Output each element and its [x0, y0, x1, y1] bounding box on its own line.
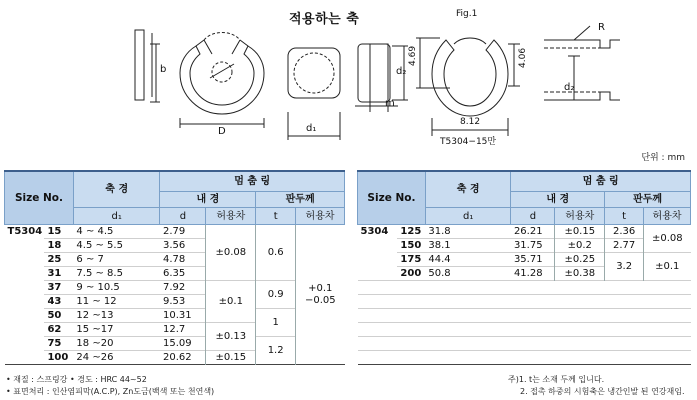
ring-side-view	[135, 30, 144, 100]
header-size-no: Size No.	[358, 171, 426, 225]
series-cell: 5304	[358, 225, 398, 281]
page-title: 적용하는 축	[289, 12, 360, 27]
d-cell: 15.09	[160, 337, 206, 351]
t-cell: 0.9	[256, 281, 296, 309]
table-row-empty	[358, 323, 691, 337]
part-label: T5304−15만	[440, 137, 497, 147]
tol-cell: ±0.38	[555, 267, 605, 281]
dim-d1: d₁	[306, 123, 317, 134]
d1-cell: 15 ~17	[73, 323, 160, 337]
d-cell: 41.28	[511, 267, 555, 281]
header-shaft: 축 경	[73, 171, 160, 208]
d-cell: 12.7	[160, 323, 206, 337]
size-cell: 100	[44, 351, 73, 365]
header-inner: 내 경	[160, 192, 256, 208]
left-spec-table	[4, 170, 345, 365]
header-ring: 멈 춤 링	[511, 171, 691, 192]
header-tol: 허용차	[555, 208, 605, 225]
d-cell: 10.31	[160, 309, 206, 323]
d-cell: 26.21	[511, 225, 555, 239]
tol-cell: ±0.15	[206, 351, 256, 365]
fig-label: Fig.1	[456, 9, 478, 19]
header-thickness: 판두께	[256, 192, 345, 208]
d-cell: 2.79	[160, 225, 206, 239]
note-material: • 재질 : 스프링강 • 경도 : HRC 44~52	[6, 375, 147, 384]
tol-cell: ±0.1	[206, 281, 256, 323]
d-cell: 7.92	[160, 281, 206, 295]
header-tol2: 허용차	[644, 208, 691, 225]
dim-m: m	[385, 98, 395, 109]
t-cell: 1.2	[256, 337, 296, 365]
header-t: t	[605, 208, 644, 225]
right-spec-table	[357, 170, 691, 365]
d-cell: 3.56	[160, 239, 206, 253]
d-cell: 6.35	[160, 267, 206, 281]
tol-cell: ±0.08	[206, 225, 256, 281]
d1-cell: 18 ~20	[73, 337, 160, 351]
d1-cell: 7.5 ~ 8.5	[73, 267, 160, 281]
ring-bore	[212, 62, 232, 82]
dim-469: 4.69	[408, 45, 418, 66]
d1-cell: 31.8	[425, 225, 511, 239]
tol-cell: ±0.15	[555, 225, 605, 239]
table-row-empty	[358, 337, 691, 351]
header-inner: 내 경	[511, 192, 605, 208]
table-row-empty	[358, 351, 691, 365]
d-cell: 9.53	[160, 295, 206, 309]
header-thickness: 판두께	[605, 192, 691, 208]
dim-b: b	[160, 64, 167, 75]
size-cell: 37	[44, 281, 73, 295]
table-row	[358, 253, 691, 267]
shaft-view	[288, 48, 340, 98]
header-size-no: Size No.	[5, 171, 74, 225]
ring-outline	[180, 46, 264, 114]
d1-cell: 6 ~ 7	[73, 253, 160, 267]
series-cell: T5304	[5, 225, 45, 365]
size-cell: 50	[44, 309, 73, 323]
tol-t-cell: +0.1 −0.05	[296, 225, 345, 365]
table-row-empty	[358, 281, 691, 295]
d-cell: 35.71	[511, 253, 555, 267]
t-cell: 1	[256, 309, 296, 337]
header-d: d	[511, 208, 555, 225]
size-cell: 62	[44, 323, 73, 337]
table-row	[5, 337, 345, 351]
header-t: t	[256, 208, 296, 225]
technical-drawing	[0, 0, 697, 160]
size-cell: 150	[397, 239, 425, 253]
d1-cell: 50.8	[425, 267, 511, 281]
dim-406: 4.06	[518, 47, 528, 68]
header-d1: d₁	[73, 208, 160, 225]
dim-812: 8.12	[460, 117, 481, 127]
size-cell: 43	[44, 295, 73, 309]
d-cell: 31.75	[511, 239, 555, 253]
d1-cell: 38.1	[425, 239, 511, 253]
d1-cell: 11 ~ 12	[73, 295, 160, 309]
table-row-empty	[358, 295, 691, 309]
d1-cell: 9 ~ 10.5	[73, 281, 160, 295]
fig1-ring-outline	[432, 40, 508, 116]
size-cell: 31	[44, 267, 73, 281]
header-shaft: 축 경	[425, 171, 511, 208]
header-tol2: 허용차	[296, 208, 345, 225]
size-cell: 18	[44, 239, 73, 253]
dim-R: R	[598, 22, 605, 33]
d1-cell: 4 ~ 4.5	[73, 225, 160, 239]
tol-t-cell: ±0.1	[644, 253, 691, 281]
table-row-empty	[358, 309, 691, 323]
header-d1: d₁	[425, 208, 511, 225]
d1-cell: 4.5 ~ 5.5	[73, 239, 160, 253]
size-cell: 75	[44, 337, 73, 351]
t-cell: 0.6	[256, 225, 296, 281]
header-d: d	[160, 208, 206, 225]
d1-cell: 44.4	[425, 253, 511, 267]
table-row	[358, 239, 691, 253]
d1-cell: 24 ~26	[73, 351, 160, 365]
tol-cell: ±0.2	[555, 239, 605, 253]
t-cell: 2.77	[605, 239, 644, 253]
header-tol: 허용차	[206, 208, 256, 225]
table-row	[5, 309, 345, 323]
dim-d2-right: d₂	[564, 82, 575, 93]
dim-D: D	[218, 126, 226, 137]
d-cell: 20.62	[160, 351, 206, 365]
note-1: 주)1. t는 소재 두께 입니다.	[508, 375, 605, 384]
header-ring: 멈 춤 링	[160, 171, 345, 192]
table-row	[5, 281, 345, 295]
tol-cell: ±0.25	[555, 253, 605, 267]
size-cell: 25	[44, 253, 73, 267]
dim-d2: d₂	[396, 66, 407, 77]
tol-t-cell: ±0.08	[644, 225, 691, 253]
t-cell: 3.2	[605, 253, 644, 281]
d-cell: 4.78	[160, 253, 206, 267]
d1-cell: 12 ~13	[73, 309, 160, 323]
size-cell: 125	[397, 225, 425, 239]
tol-cell: ±0.13	[206, 323, 256, 351]
unit-label: 단위 : mm	[641, 153, 685, 163]
table-row	[5, 225, 345, 239]
t-cell: 2.36	[605, 225, 644, 239]
note-surface: • 표면처리 : 인산염피막(A.C.P), Zn도금(백색 또는 천연색)	[6, 387, 215, 396]
size-cell: 175	[397, 253, 425, 267]
size-cell: 200	[397, 267, 425, 281]
table-row	[358, 225, 691, 239]
size-cell: 15	[44, 225, 73, 239]
note-2: 2. 접촉 하중의 시험축은 냉간인발 된 연강재임.	[520, 387, 685, 396]
